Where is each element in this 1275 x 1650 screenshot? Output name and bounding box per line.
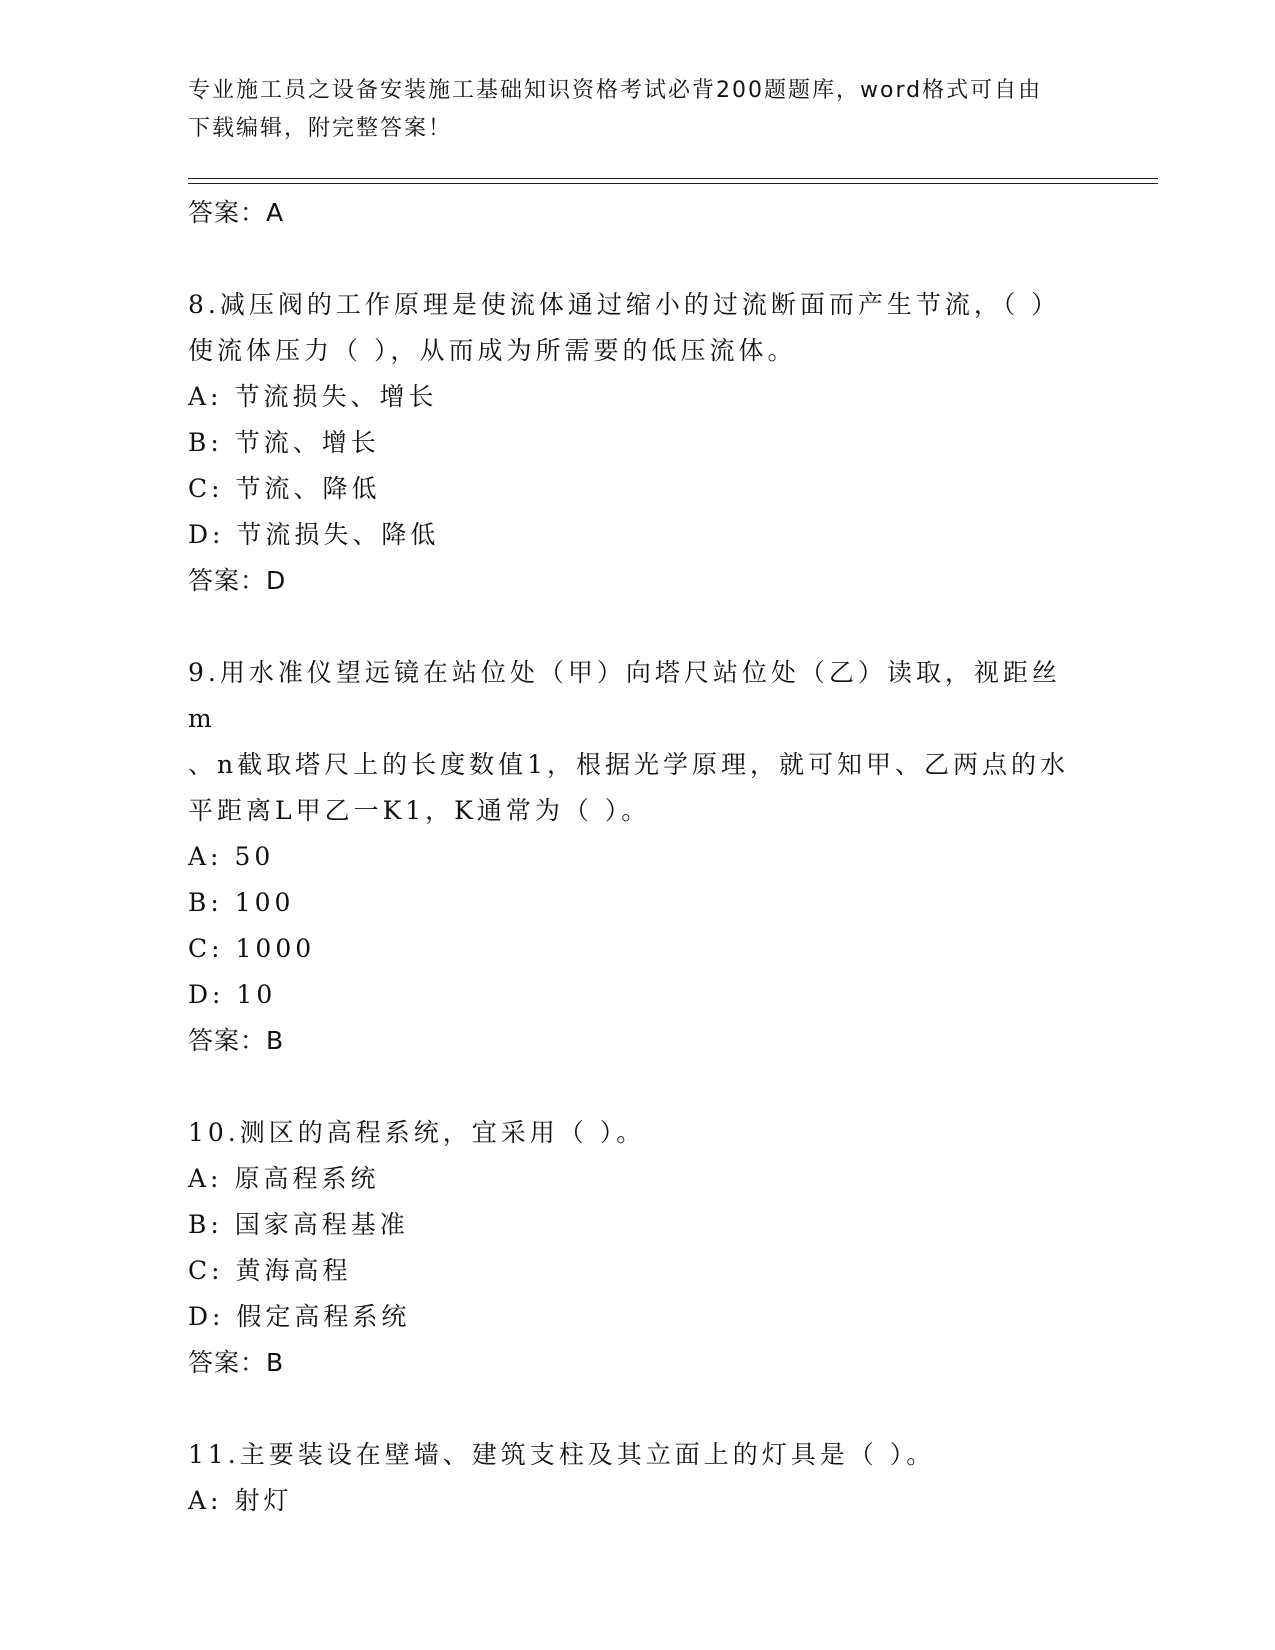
option-a [188,1156,1088,1202]
option-a [188,1478,1088,1524]
option-a [188,834,1088,880]
option-text: 100 [234,888,295,917]
option-b [188,420,1088,466]
spacer [188,1064,1088,1110]
option-letter: C: [188,1256,224,1285]
option-letter: B: [188,428,223,457]
option-letter: D: [188,980,225,1009]
option-c [188,466,1088,512]
header-line-2: 下载编辑，附完整答案！ [188,116,453,141]
option-b [188,880,1088,926]
spacer [188,236,1088,282]
option-letter: A: [188,382,223,411]
option-b [188,1202,1088,1248]
question-stem [188,650,1088,834]
question-11 [188,1432,1088,1524]
option-letter: A: [188,1164,223,1193]
option-c [188,1248,1088,1294]
option-letter: A: [188,842,223,871]
option-letter: B: [188,888,223,917]
answer-line: 答案：B [188,1026,285,1055]
option-text: 50 [234,842,275,871]
option-text: 假定高程系统 [236,1302,411,1331]
option-c [188,926,1088,972]
option-d [188,972,1088,1018]
previous-answer: 答案：A [188,198,285,227]
question-9 [188,650,1088,1064]
header-rule-bottom [188,183,1158,184]
option-text: 节流损失、降低 [236,520,440,549]
option-letter: D: [188,1302,225,1331]
option-text: 射灯 [234,1486,293,1515]
document-header [188,72,1088,148]
stem-line: 11.主要装设在壁墙、建筑支柱及其立面上的灯具是（ ）。 [188,1440,936,1469]
spacer [188,1386,1088,1432]
answer-line: 答案：D [188,566,287,595]
answer-line: 答案：B [188,1348,285,1377]
option-letter: D: [188,520,225,549]
option-text: 国家高程基准 [234,1210,409,1239]
stem-line: 平距离L甲乙一K1，K通常为（ ）。 [188,796,651,825]
option-d [188,512,1088,558]
stem-line: 使流体压力（ ），从而成为所需要的低压流体。 [188,336,797,365]
option-text: 节流损失、增长 [234,382,438,411]
question-list [188,190,1088,1524]
option-letter: C: [188,934,224,963]
option-text: 1000 [235,934,316,963]
header-line-1: 专业施工员之设备安装施工基础知识资格考试必背200题题库，word格式可自由 [188,78,1043,103]
question-stem [188,1110,1088,1156]
stem-line: 10.测区的高程系统，宜采用（ ）。 [188,1118,646,1147]
option-text: 原高程系统 [234,1164,380,1193]
option-d [188,1294,1088,1340]
question-stem [188,1432,1088,1478]
option-letter: C: [188,474,224,503]
question-10 [188,1110,1088,1386]
question-stem [188,282,1088,374]
option-text: 节流、降低 [235,474,381,503]
option-a [188,374,1088,420]
option-text: 黄海高程 [235,1256,352,1285]
option-letter: A: [188,1486,223,1515]
stem-line: 9.用水准仪望远镜在站位处（甲）向塔尺站位处（乙）读取，视距丝m [188,658,1061,733]
option-text: 节流、增长 [234,428,380,457]
spacer [188,604,1088,650]
stem-line: 8.减压阀的工作原理是使流体通过缩小的过流断面而产生节流，（ ） [188,290,1061,319]
question-8 [188,282,1088,604]
header-rule-top [188,178,1158,179]
option-letter: B: [188,1210,223,1239]
stem-line: 、n截取塔尺上的长度数值1，根据光学原理，就可知甲、乙两点的水 [188,750,1070,779]
option-text: 10 [236,980,277,1009]
